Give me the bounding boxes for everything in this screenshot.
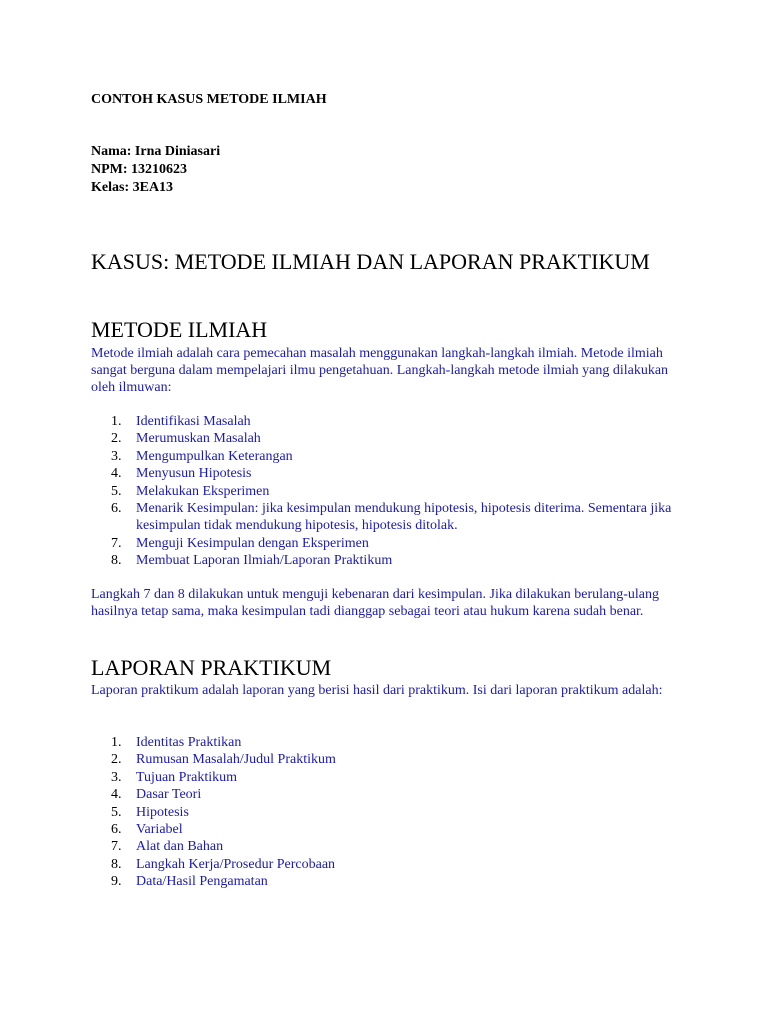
list-item-number: 8. (111, 553, 122, 569)
list-item-text: Mengumpulkan Keterangan (136, 448, 293, 464)
list-item-number: 6. (111, 822, 122, 838)
list-item-number: 7. (111, 839, 122, 855)
case-heading: KASUS: METODE ILMIAH DAN LAPORAN PRAKTIKUM (91, 249, 650, 274)
list-item (91, 535, 681, 552)
list-item-text: Melakukan Eksperimen (136, 483, 270, 499)
list-item-number: 6. (111, 501, 122, 517)
list-item (91, 769, 681, 786)
list-item-text: Membuat Laporan Ilmiah/Laporan Praktikum (136, 553, 393, 569)
list-item-text: Alat dan Bahan (136, 839, 224, 855)
list-item-number: 8. (111, 856, 122, 872)
document-title: CONTOH KASUS METODE ILMIAH (91, 92, 327, 107)
list-item (91, 821, 681, 838)
metode-note: Langkah 7 dan 8 dilakukan untuk menguji kebenaran dari kesimpulan. Jika dilakukan berulang-ulang hasilnya tetap sama, maka kesimpulan tadi dianggap sebagai teori atau hukum karena sudah benar. (91, 587, 660, 619)
list-item-number: 1. (111, 414, 122, 429)
list-item (91, 873, 681, 890)
list-item-text: Langkah Kerja/Prosedur Percobaan (136, 856, 336, 872)
list-item-number: 5. (111, 804, 122, 820)
laporan-items-list (91, 734, 681, 891)
list-item (91, 552, 681, 569)
metode-intro: Metode ilmiah adalah cara pemecahan masalah menggunakan langkah-langkah ilmiah. Metode ilmiah sangat berguna dalam mempelajari ilmu pengetahuan. Langkah-langkah metode ilmiah yang dilakukan oleh ilmuwan: (91, 346, 669, 395)
list-item-number: 4. (111, 787, 122, 803)
list-item-text: Tujuan Praktikum (136, 769, 237, 785)
list-item-text: Menguji Kesimpulan dengan Eksperimen (136, 535, 369, 551)
list-item-number: 2. (111, 431, 122, 447)
list-item-text: Identifikasi Masalah (136, 414, 251, 429)
list-item (91, 804, 681, 821)
list-item (91, 500, 681, 535)
list-item (91, 413, 681, 430)
identity-nama: Nama: Irna Diniasari (91, 144, 221, 159)
identity-block (91, 143, 220, 197)
list-item-number: 9. (111, 874, 122, 890)
metode-heading: METODE ILMIAH (91, 317, 268, 342)
list-item-number: 2. (111, 752, 122, 768)
list-item (91, 838, 681, 855)
list-item-text: Menyusun Hipotesis (136, 466, 252, 482)
list-item-text: Merumuskan Masalah (136, 431, 261, 447)
list-item-number: 5. (111, 483, 122, 499)
list-item-number: 3. (111, 448, 122, 464)
list-item-text: Rumusan Masalah/Judul Praktikum (136, 752, 336, 768)
list-item-text: Data/Hasil Pengamatan (136, 874, 268, 890)
list-item-number: 7. (111, 535, 122, 551)
list-item-text: Dasar Teori (136, 787, 202, 803)
list-item (91, 465, 681, 482)
laporan-intro: Laporan praktikum adalah laporan yang berisi hasil dari praktikum. Isi dari laporan praktikum adalah: (91, 683, 663, 698)
list-item (91, 448, 681, 465)
list-item (91, 483, 681, 500)
list-item-number: 4. (111, 466, 122, 482)
list-item-text: Hipotesis (136, 804, 189, 820)
metode-steps-list (91, 413, 681, 570)
laporan-heading: LAPORAN PRAKTIKUM (91, 655, 332, 680)
list-item (91, 786, 681, 803)
list-item-text: Variabel (136, 822, 183, 838)
list-item-text: Menarik Kesimpulan: jika kesimpulan mendukung hipotesis, hipotesis diterima. Sementara jika kesimpulan tidak mendukung hipotesis, hipotesis ditolak. (136, 501, 672, 534)
list-item (91, 430, 681, 447)
list-item-text: Identitas Praktikan (136, 735, 242, 750)
identity-npm: NPM: 13210623 (91, 162, 188, 177)
identity-kelas: Kelas: 3EA13 (91, 180, 174, 195)
list-item-number: 1. (111, 735, 122, 750)
list-item (91, 751, 681, 768)
list-item-number: 3. (111, 769, 122, 785)
list-item (91, 856, 681, 873)
list-item (91, 734, 681, 751)
